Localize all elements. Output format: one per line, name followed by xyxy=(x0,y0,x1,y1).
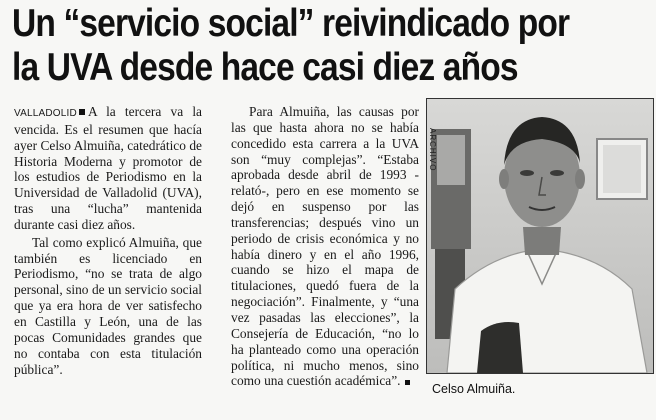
portrait-photo xyxy=(426,98,654,374)
dateline-square-icon xyxy=(79,109,85,115)
end-square-icon xyxy=(405,380,410,385)
headline xyxy=(12,2,570,90)
portrait-image xyxy=(427,99,653,373)
photo-caption: Celso Almuiña. xyxy=(432,382,516,396)
paragraph-1 xyxy=(14,104,202,233)
article-column-1 xyxy=(14,104,202,377)
dateline: VALLADOLID xyxy=(14,108,77,119)
headline-line-2: la UVA desde hace casi diez años xyxy=(12,46,518,89)
article-column-2 xyxy=(231,104,419,389)
paragraph-1-text: A la tercera va la vencida. Es el resumen que hacía ayer Celso Almuiña, catedrático de Historia Moderna y promotor de los estudios de Periodismo en la Universidad de Valladolid (UVA), tras una “lucha” mantenida durante casi diez años. xyxy=(14,104,202,232)
paragraph-2: Tal como explicó Almuiña, que también es licenciado en Periodismo, “no se trata de algo personal, sino de un servicio social que ya era hora de ver satisfecho en Castilla y León, una de las pocas Comunidades grandes que no contaba con esta titulación pública”. xyxy=(14,234,202,377)
paragraph-3-text: Para Almuiña, las causas por las que hasta ahora no se había concedido esta carrera a la UVA son “muy complejas”. “Estaba aprobada desde abril de 1993 -relató-, pero en ese momento se dejó en suspenso por las transferencias; después vino un periodo de crisis económica y no había dinero y en el año 1996, cuando se hizo el mapa de titulaciones, quedó fuera de la negociación”. Finalmente, y “una vez pasadas las elecciones”, la Consejería de Educación, “no lo ha planteado como una operación política, ni mucho menos, sino como una cuestión académica”. xyxy=(231,104,419,389)
paragraph-3 xyxy=(231,104,419,389)
photo-credit: ARCHIVO xyxy=(428,128,437,172)
headline-line-1: Un “servicio social” reivindicado por xyxy=(12,2,570,45)
